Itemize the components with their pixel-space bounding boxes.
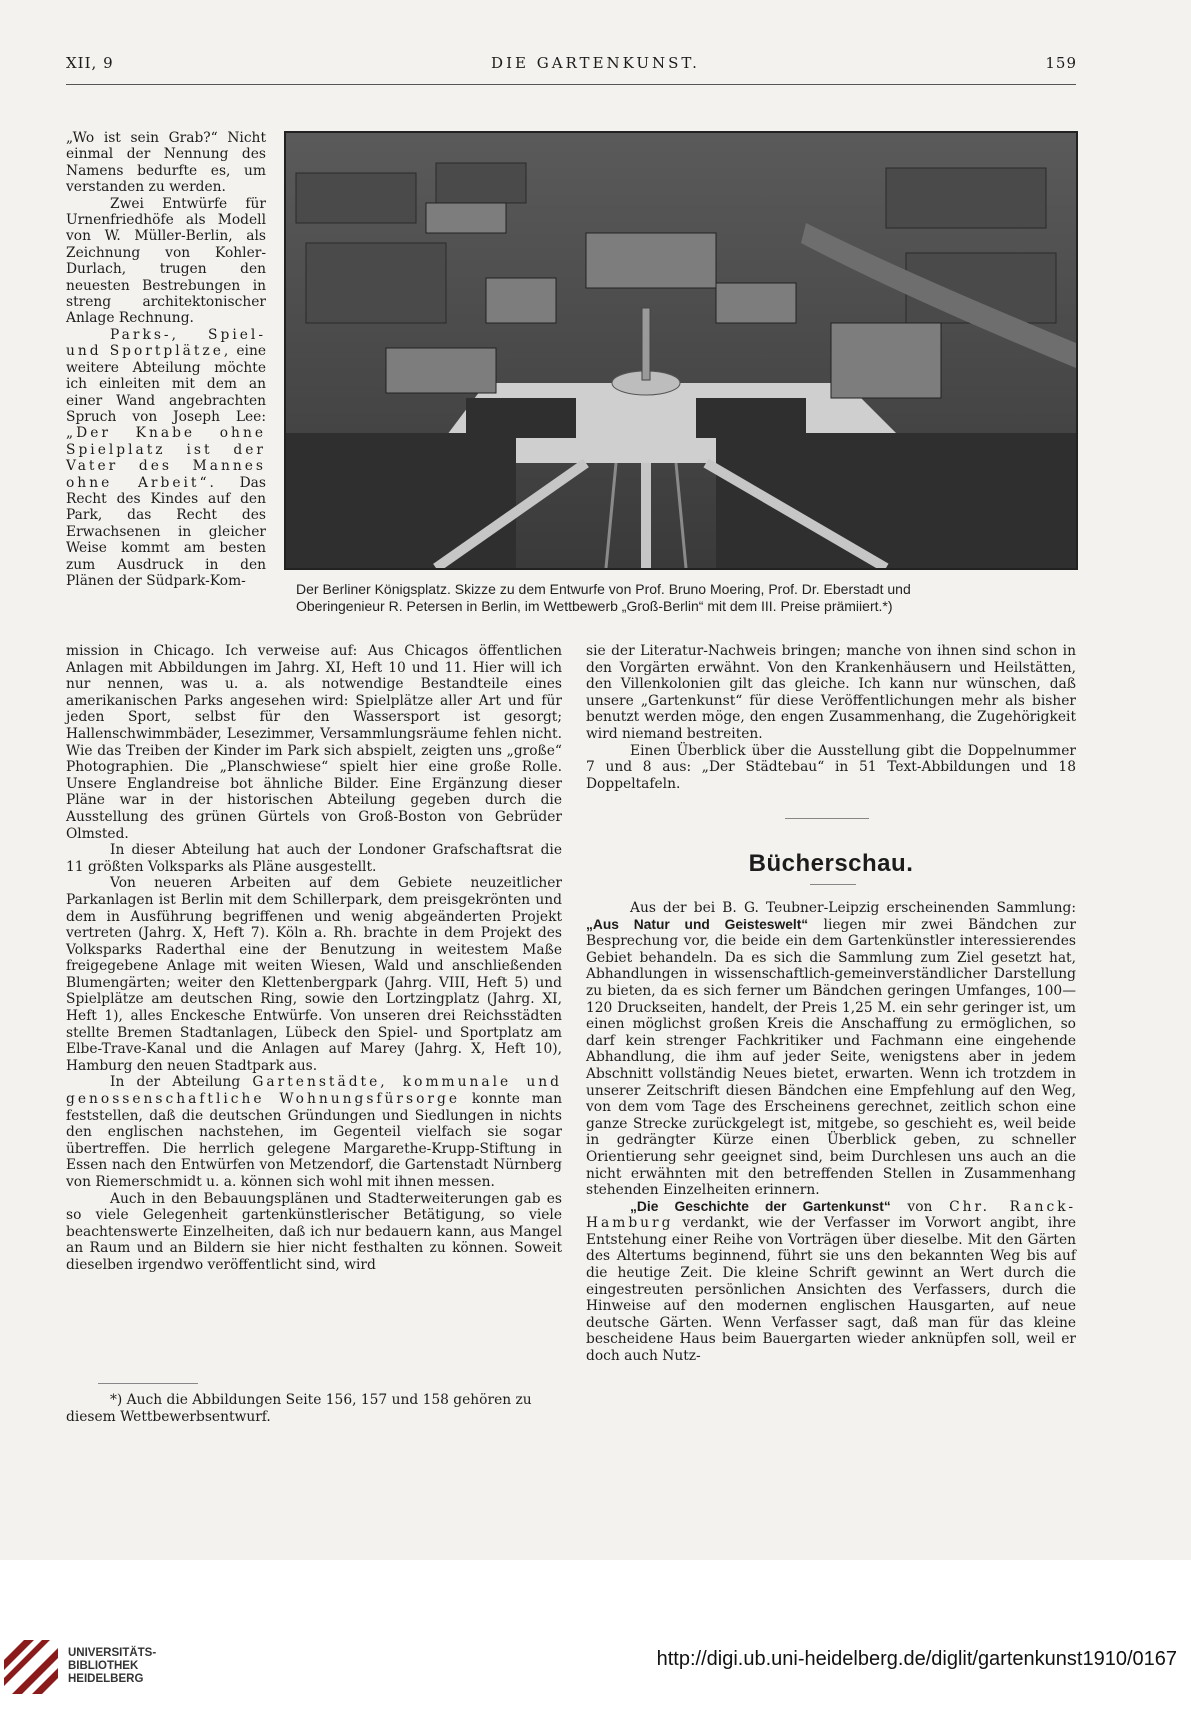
text-run: eine weitere Abteilung möchte ich einleiten mit dem an einer Wand angebrachten Spruch von Joseph Lee: (66, 343, 266, 425)
spaced-phrase: Gartenstädte, kommunale und genossenschaftliche Wohnungsfürsorge (66, 1074, 562, 1108)
header-rule (66, 84, 1076, 85)
figure-caption (296, 581, 1078, 615)
text-run: Das Recht des Kindes auf den Park, das Recht des Erwachsenen in gleicher Weise kommt am besten zum Ausdruck in den Plänen der Südpark-Kom- (66, 474, 266, 589)
left-paragraph: Auch in den Bebauungsplänen und Stadterweiterungen gab es so viele Gelegenheit gartenkünstlerischer Betätigung, so viele beachtenswerte Einzelheiten, daß ich nur bedauern kann, aus Mangel an Raum und an Bildern sie hier nicht festhalten zu können. Soweit dieselben irgendwo veröffentlicht sind, wird (66, 1190, 562, 1273)
footer-bar (0, 1560, 1191, 1713)
heading-rule (810, 884, 856, 885)
figure-aerial-view (284, 131, 1078, 570)
book-series-title: „Aus Natur und Geisteswelt“ (586, 916, 809, 932)
running-head-title: DIE GARTENKUNST. (491, 54, 700, 72)
footnote: *) Auch die Abbildungen Seite 156, 157 und 158 gehören zu diesem Wettbewerbsentwurf. (66, 1392, 532, 1425)
text-run: liegen mir zwei Bändchen zur Besprechung vor, die beide ein dem Gartenkünstler interessierendes Gebiet behandeln. Da es sich die Sammlung zum Ziel gesetzt hat, Abhandlungen in wissenschaftlich-gemeinverständlicher Darstellung zu bieten, da es sich ferner um Bändchen geringen Umfanges, 100—120 Druckseiten, handelt, der Preis 1,25 M. ein sehr geringer ist, um einen möglichst großen Kreis die Anschaffung zu ermöglichen, so darf kein strenger Fachkritiker und Fachmann eine eingehende Abhandlung, die ihm auf jeder Seite, wenigstens aber in jedem Abschnitt vollständig Neues bietet, erwarten. Wenn ich trotzdem in unserer Zeitschrift diesen Bändchen eine Empfehlung auf den Weg, von dem vom Tage des Erscheinens gerechnet, zeitlich schon eine ganze Strecke zurückgelegt ist, mitgebe, so geschieht es, weil beide in gedrängter Kürze einen Überblick geben, zu schneller Orientierung sehr geeignet sind, beim Durchlesen uns auch an die nicht erwähnten mit den betreffenden Stellen in Zusammenhang stehenden Einzelheiten erinnern. (586, 916, 1077, 1199)
library-name-line: HEIDELBERG (68, 1673, 144, 1685)
left-paragraph: mission in Chicago. Ich verweise auf: Aus Chicagos öffentlichen Anlagen mit Abbildungen im Jahrg. XI, Heft 10 und 11. Hier will ich nur nennen, was u. a. als notwendige Bestandteile eines amerikanischen Parks angesehen wird: Spielplätze aller Art und für jeden Sport, selbst für den Wassersport ist gesorgt; Hallenschwimmbäder, Lesezimmer, Versammlungsräume fehlen nicht. Wie das Treiben der Kinder im Park sich abspielt, zeigten uns „große“ Photographien. Die „Planschwiese“ spielt hier eine große Rolle. Unsere Englandreise bot ähnliche Bilder. Eine Ergänzung dieser Pläne war in der historischen Abteilung gegeben durch die Ausstellung des grünen Gürtels von Groß-Boston von Gebrüder Olmsted. (66, 643, 562, 842)
review-paragraph (586, 900, 1076, 1199)
section-heading: Bücherschau. (748, 850, 914, 877)
right-paragraph: sie der Literatur-Nachweis bringen; manche von ihnen sind schon in den Vorgärten erwähnt. Von den Krankenhäusern und Heilstätten, den Villenkolonien gilt das gleiche. Ich kann nur wünschen, daß unsere „Gartenkunst“ für diese Veröffentlichungen mehr als bisher benutzt werden möge, den engen Zusammenhang, die Zugehörigkeit wird niemand bestreiten. (586, 643, 1076, 742)
left-paragraph (66, 1074, 562, 1190)
narrow-paragraph: „Wo ist sein Grab?“ Nicht einmal der Nennung des Namens bedurfte es, um verstanden zu werden. (66, 130, 266, 196)
quote-spaced: „Der Knabe ohne Spielplatz ist der Vater des Mannes ohne Arbeit“. (66, 425, 266, 491)
section-divider (785, 818, 869, 819)
narrow-paragraph: Zwei Entwürfe für Urnenfriedhöfe als Modell von W. Müller-Berlin, als Zeichnung von Kohler-Durlach, trugen den neuesten Bestrebungen in streng architektonischer Anlage Rechnung. (66, 195, 266, 327)
footnote-rule (98, 1383, 198, 1384)
library-name-line: UNIVERSITÄTS- (68, 1647, 157, 1659)
text-run: Aus der bei B. G. Teubner-Leipzig erscheinenden Sammlung: (630, 900, 1076, 916)
text-run: In der Abteilung (110, 1074, 253, 1091)
review-column (586, 900, 1076, 1365)
page-number: 159 (1045, 54, 1077, 72)
aerial-sketch-illustration (286, 133, 1076, 568)
right-paragraph: Einen Überblick über die Ausstellung gibt die Doppelnummer 7 und 8 aus: „Der Städtebau“ in 51 Text-Abbildungen und 18 Doppeltafeln. (586, 742, 1076, 792)
left-column (66, 643, 562, 1274)
narrow-column (66, 130, 266, 589)
right-column (586, 643, 1076, 792)
library-name (68, 1647, 156, 1686)
text-run: konnte man feststellen, daß die deutschen Gründungen und Siedlungen in nichts den englischen nachstehen, im Gegenteil vielfach sie sogar übertreffen. Die herrlich gelegene Margarethe-Krupp-Stiftung in Essen nach den Entwürfen von Metzendorf, die Gartenstadt Nürnberg von Riemerschmidt u. a. können sich wohl mit ihnen messen. (66, 1091, 562, 1190)
university-library-logo-icon (4, 1640, 58, 1694)
left-paragraph: In dieser Abteilung hat auch der Londoner Grafschaftsrat die 11 größten Volksparks als Pläne ausgestellt. (66, 842, 562, 875)
author-name: Chr. Ranck-Hamburg (586, 1198, 1076, 1232)
caption-line: Der Berliner Königsplatz. Skizze zu dem Entwurfe von Prof. Bruno Moering, Prof. Dr. Eberstadt und (296, 581, 911, 597)
running-head-volume: XII, 9 (66, 54, 114, 72)
review-paragraph (586, 1199, 1076, 1365)
narrow-paragraph (66, 327, 266, 590)
source-url-link[interactable]: http://digi.ub.uni-heidelberg.de/diglit/gartenkunst1910/0167 (656, 1648, 1177, 1670)
caption-line: Oberingenieur R. Petersen in Berlin, im Wettbewerb „Groß-Berlin“ mit dem III. Preise prämiiert.*) (296, 598, 893, 614)
book-title: „Die Geschichte der Gartenkunst“ (630, 1198, 891, 1214)
text-run: von (890, 1198, 950, 1215)
library-name-line: BIBLIOTHEK (68, 1660, 139, 1672)
text-run: verdankt, wie der Verfasser im Vorwort angibt, ihre Entstehung einer Reihe von Vorträgen über dieselbe. Mit den Gärten des Altertums beginnend, führt sie uns den bekannten Weg bis auf die heutige Zeit. Die kleine Schrift gewinnt an Wert durch die eingestreuten persönlichen Ansichten des Verfassers, durch die Hinweise auf den modernen englischen Hausgarten, auf neue deutsche Gärten. Wenn Verfasser sagt, daß man für das kleine bescheidene Haus beim Bauergarten wieder anknüpfen soll, weil er doch auch Nutz- (586, 1215, 1076, 1365)
left-paragraph: Von neueren Arbeiten auf dem Gebiete neuzeitlicher Parkanlagen ist Berlin mit dem Schillerpark, dem preisgekrönten und dem in Ausführung begriffenen und wenig abgeänderten Projekt vertreten (Jahrg. X, Heft 7). Köln a. Rh. brachte in dem Projekt des Volksparks Raderthal eine der Benutzung in weitestem Maße freigegebene Anlage mit weiten Wiesen, Wald und anschließenden Blumengärten; weiter den Klettenbergpark (Jahrg. VIII, Heft 5) und Spielplätze am deutschen Ring, sowie den Lortzingplatz (Jahrg. XI, Heft 1), alles Enckesche Entwürfe. Von unseren drei Reichsstädten stellte Bremen Stadtanlagen, Lübeck den Spiel- und Sportplatz am Elbe-Trave-Kanal und die Anlagen auf Marey (Jahrg. X, Heft 10), Hamburg den neuen Stadtpark aus. (66, 875, 562, 1074)
spaced-phrase: Parks-, Spiel- und Sportplätze, (66, 326, 266, 360)
